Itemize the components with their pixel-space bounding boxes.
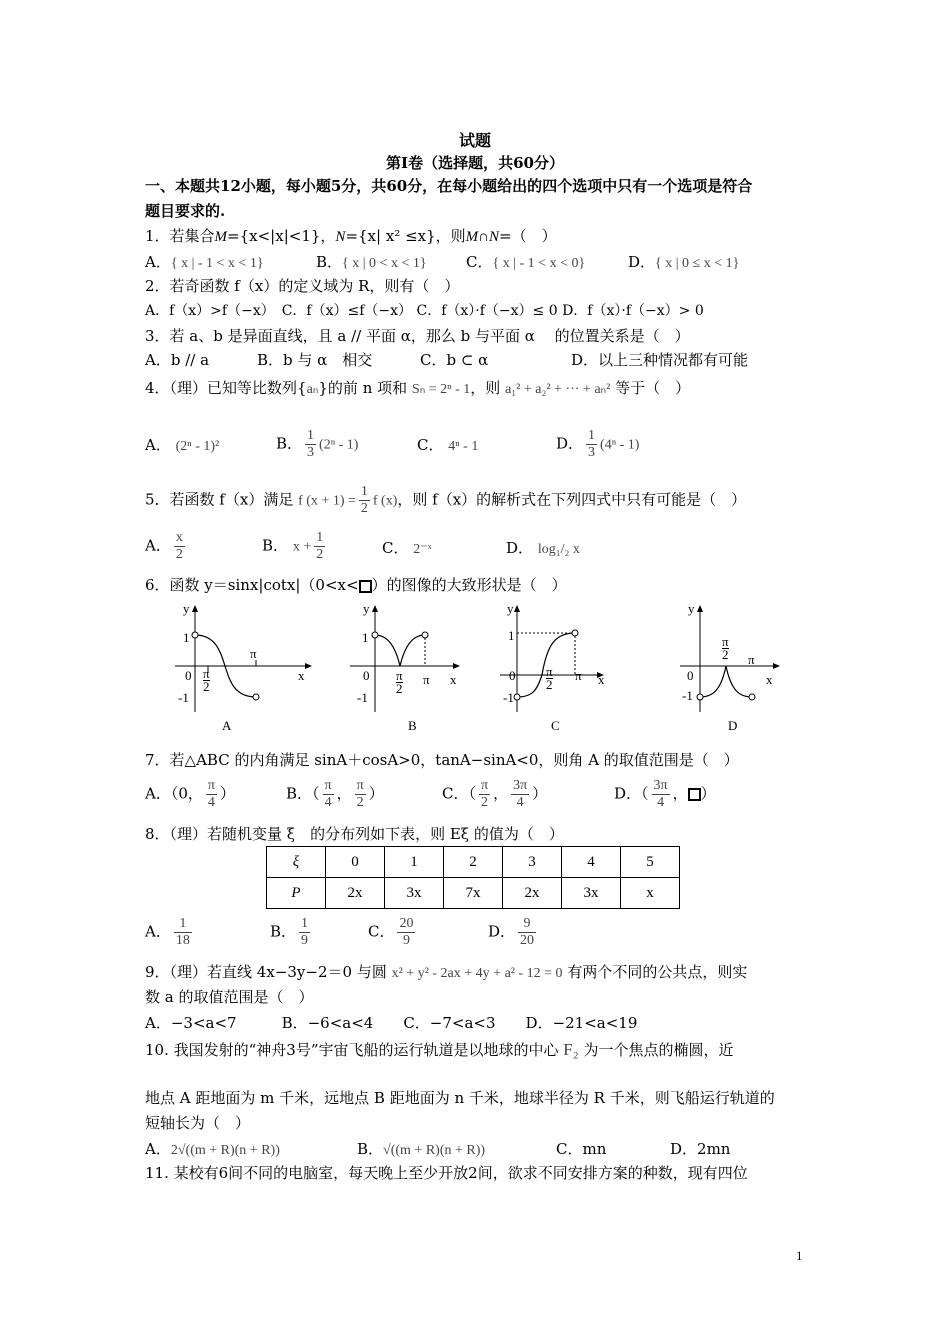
graph-d-pi: π (748, 652, 755, 667)
q3-option-c: C．b ⊂ α (420, 351, 489, 369)
graph-c-one: 1 (508, 628, 515, 643)
q8-option-d: D． $\frac{9}{20}$ (488, 916, 535, 948)
graph-c-y-label: y (507, 601, 514, 616)
graph-b-neg-one: -1 (357, 690, 368, 705)
table-row (267, 878, 680, 909)
q4-option-d: D． $\frac{1}{3}$ (4ⁿ - 1) (556, 428, 640, 460)
table-cell: 2x (326, 878, 385, 909)
table-cell: 5 (621, 847, 680, 878)
q10-option-c: C．mn (556, 1140, 607, 1158)
graph-a-y-label: y (183, 601, 190, 616)
q5-stem: 5．若函数 f（x）满足 f (x + 1) = $\frac{1}{2}$ f (x)，则 f（x）的解析式在下列四式中只有可能是（ ） (145, 484, 747, 516)
q8-stem: 8．（理）若随机变量 ξ 的分布列如下表，则 Eξ 的值为（ ） (145, 825, 564, 843)
graph-c-neg-one: -1 (503, 690, 514, 705)
q5-option-c: C． 2⁻ˣ (382, 539, 432, 557)
graph-a-neg-one: -1 (178, 690, 189, 705)
q4-option-a: A． (2ⁿ - 1)² (145, 436, 220, 454)
instruction-line-1: 一、本题共12小题，每小题5分，共60分，在每小题给出的四个选项中只有一个选项是符合 (145, 177, 753, 195)
table-cell: x (621, 878, 680, 909)
q4-stem: 4．（理）已知等比数列{aₙ}的前 n 项和 Sₙ = 2ⁿ - 1，则 a₁² + a₂² + ··· + aₙ² 等于（ ） (145, 379, 691, 397)
graph-c-pi: π (575, 668, 582, 683)
graph-b-x-label: x (450, 672, 457, 687)
q5-option-d: D． log₁/₂ x (506, 539, 580, 557)
q8-option-b: B． $\frac{1}{9}$ (270, 916, 309, 948)
table-cell: 7x (444, 878, 503, 909)
graph-b-zero: 0 (363, 668, 370, 683)
placeholder-glyph (359, 580, 372, 593)
q7-stem: 7．若△ABC 的内角满足 sinA＋cosA>0，tanA−sinA<0，则角 A 的取值范围是（ ） (145, 751, 739, 769)
graph-a-x-label: x (298, 668, 305, 683)
instruction-line-2: 题目要求的. (145, 202, 226, 220)
table-cell: 3x (562, 878, 621, 909)
q11-line-1: 11. 某校有6间不同的电脑室，每天晚上至少开放2间，欲求不同安排方案的种数，现有四位 (145, 1164, 748, 1182)
graph-c-label: C (551, 718, 560, 733)
q10-line-2: 地点 A 距地面为 m 千米，远地点 B 距地面为 n 千米，地球半径为 R 千米，则飞船运行轨道的 (145, 1089, 775, 1107)
graph-d-neg-one: -1 (682, 688, 693, 703)
q1-option-c: C．{ x | - 1 < x < 0} (466, 253, 586, 271)
graph-c-half-pi: π 2 (546, 664, 553, 692)
table-cell: 3 (503, 847, 562, 878)
graph-c-x-label: x (598, 672, 605, 687)
q3-option-b: B．b 与 α 相交 (257, 351, 373, 369)
q7-option-b: B．（ $\frac{\pi}{4}$ ， $\frac{\pi}{2}$ ） (286, 778, 384, 810)
q9-stem-1: 9．（理）若直线 4x−3y−2＝0 与圆 x² + y² - 2ax + 4y + a² - 12 = 0 有两个不同的公共点，则实 (145, 963, 748, 981)
table-cell: 2x (503, 878, 562, 909)
q1-option-b: B．{ x | 0 < x < 1} (316, 253, 427, 271)
graph-d-label: D (728, 718, 738, 733)
section-heading: 第Ⅰ卷（选择题，共60分） (386, 154, 564, 172)
q10-line-1: 10. 我国发射的“神舟3号”宇宙飞船的运行轨道是以地球的中心 F₂ 为一个焦点的椭圆，近 (145, 1040, 734, 1059)
table-cell: 1 (385, 847, 444, 878)
table-cell: 2 (444, 847, 503, 878)
graph-d-y-label: y (688, 601, 695, 616)
q7-option-a: A．（0， $\frac{\pi}{4}$ ） (145, 778, 235, 810)
table-cell: 3x (385, 878, 444, 909)
graph-d-x-label: x (766, 672, 773, 687)
q2-options: A．f（x）>f（−x） C．f（x）≤f（−x） C．f（x）·f（−x）≤ 0 D．f（x）·f（−x）> 0 (145, 303, 704, 319)
q9-stem-2: 数 a 的取值范围是（ ） (145, 988, 314, 1006)
q5-option-b: B． x + $\frac{1}{2}$ (262, 530, 324, 562)
graph-b-pi: π (423, 672, 430, 687)
q1-stem: 1．若集合M={x<|x|<1}，N={x| x² ≤x}，则M∩N=（ ） (145, 227, 557, 245)
table-cell: ξ (267, 847, 326, 878)
graph-a (170, 600, 320, 718)
graph-a-zero: 0 (185, 668, 192, 683)
graph-b-y-label: y (363, 601, 370, 616)
q3-option-d: D．以上三种情况都有可能 (571, 351, 749, 369)
graph-d-zero: 0 (687, 668, 694, 683)
q10-option-d: D．2mn (670, 1140, 731, 1158)
q5-option-a: A． $\frac{x}{2}$ (145, 530, 183, 562)
graph-a-half-pi: π 2 (203, 666, 210, 694)
table-cell: P (267, 878, 326, 909)
page-number: 1 (796, 1248, 803, 1263)
table-cell: 0 (326, 847, 385, 878)
graph-c-zero: 0 (509, 668, 516, 683)
graph-d-half-pi: π 2 (722, 634, 729, 662)
q3-stem: 3．若 a、b 是异面直线，且 a // 平面 α，那么 b 与平面 α 的位置关系是（ ） (145, 327, 690, 345)
q10-option-a: A．2√((m + R)(n + R)) (145, 1140, 280, 1158)
q1-option-a: A．{ x | - 1 < x < 1} (145, 253, 264, 271)
q4-option-c: C． 4ⁿ - 1 (417, 436, 479, 454)
table-row (267, 847, 680, 878)
page-title: 试题 (458, 131, 491, 150)
q7-option-c: C．（ $\frac{\pi}{2}$ ， $\frac{3\pi}{4}$ ） (442, 778, 548, 810)
graph-a-label: A (222, 718, 232, 733)
placeholder-glyph (688, 788, 701, 801)
q1-option-d: D．{ x | 0 ≤ x < 1} (628, 253, 740, 271)
graph-b-half-pi: π 2 (396, 668, 403, 696)
graph-a-one: 1 (183, 630, 190, 645)
graph-b-label: B (408, 718, 417, 733)
q8-option-a: A． $\frac{1}{18}$ (145, 916, 190, 948)
q4-option-b: B． $\frac{1}{3}$ (2ⁿ - 1) (276, 428, 359, 460)
q7-option-d: D．（ $\frac{3\pi}{4}$ ， ） (614, 778, 716, 810)
table-cell: 4 (562, 847, 621, 878)
q10-option-b: B．√((m + R)(n + R)) (357, 1140, 486, 1158)
q9-options: A．−3<a<7 B．−6<a<4 C．−7<a<3 D．−21<a<19 (145, 1014, 638, 1032)
q3-option-a: A．b // a (145, 351, 210, 369)
q10-line-3: 短轴长为（ ） (145, 1114, 251, 1132)
graph-a-pi: π (250, 646, 257, 661)
q2-stem: 2．若奇函数 f（x）的定义域为 R，则有（ ） (145, 277, 460, 295)
q8-option-c: C． $\frac{20}{9}$ (368, 916, 414, 948)
distribution-table (266, 846, 680, 909)
graph-b-one: 1 (362, 630, 369, 645)
q6-stem: 6．函数 y＝sinx|cotx|（0<x< ）的图像的大致形状是（ ） (145, 576, 567, 594)
